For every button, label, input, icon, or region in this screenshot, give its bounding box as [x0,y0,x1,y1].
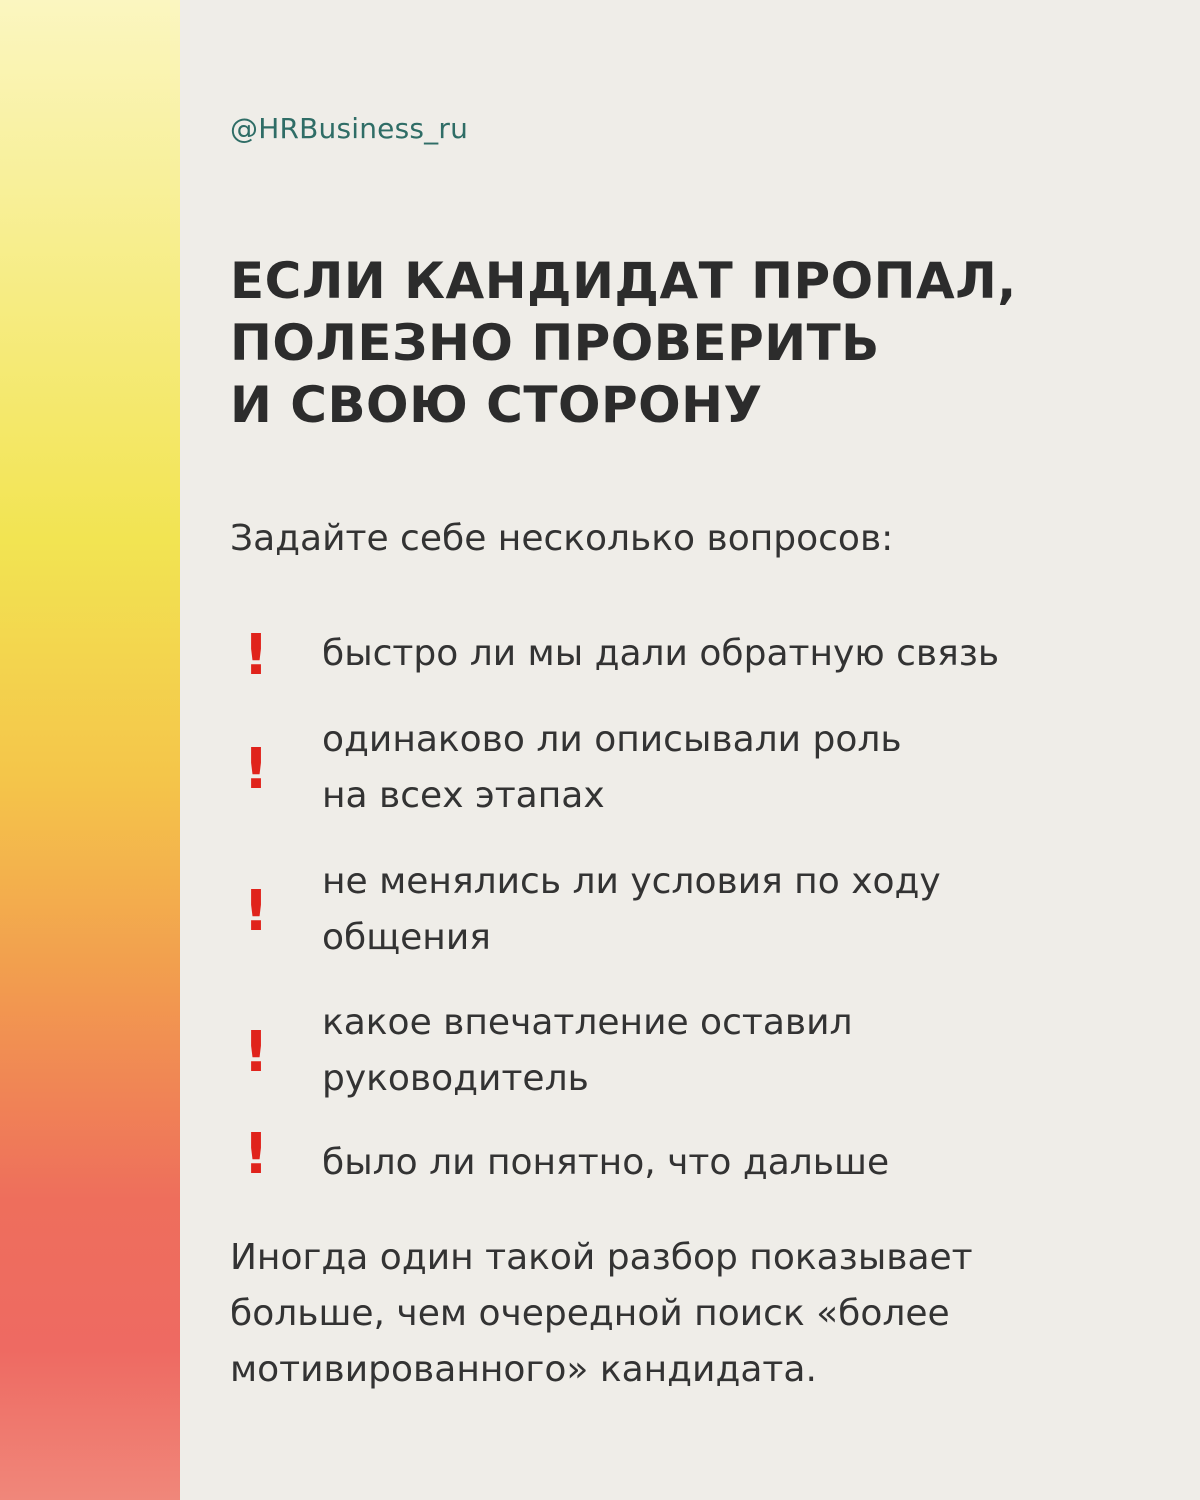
gradient-strip [0,0,180,1500]
list-item-text: одинаково ли описывали роль на всех этапах [322,719,902,816]
account-handle: @HRBusiness_ru [230,112,469,145]
list-item-text: быстро ли мы дали обратную связь [322,633,1000,674]
list-item-text: какое впечатление оставил руководитель [322,1002,853,1099]
conclusion-text: Иногда один такой разбор показывает больше, чем очередной поиск «более мотивированного» кандидата. [230,1237,973,1390]
exclamation-icon: ! [243,1122,269,1187]
exclamation-icon: ! [243,737,269,802]
exclamation-icon: ! [243,879,269,944]
exclamation-icon: ! [243,1020,269,1085]
list-item-text: не менялись ли условия по ходу общения [322,861,941,958]
list-item-text: было ли понятно, что дальше [322,1142,890,1183]
intro-text: Задайте себе несколько вопросов: [230,518,894,559]
exclamation-icon: ! [243,623,269,688]
page-title: ЕСЛИ КАНДИДАТ ПРОПАЛ, ПОЛЕЗНО ПРОВЕРИТЬ И СВОЮ СТОРОНУ [230,252,1017,434]
